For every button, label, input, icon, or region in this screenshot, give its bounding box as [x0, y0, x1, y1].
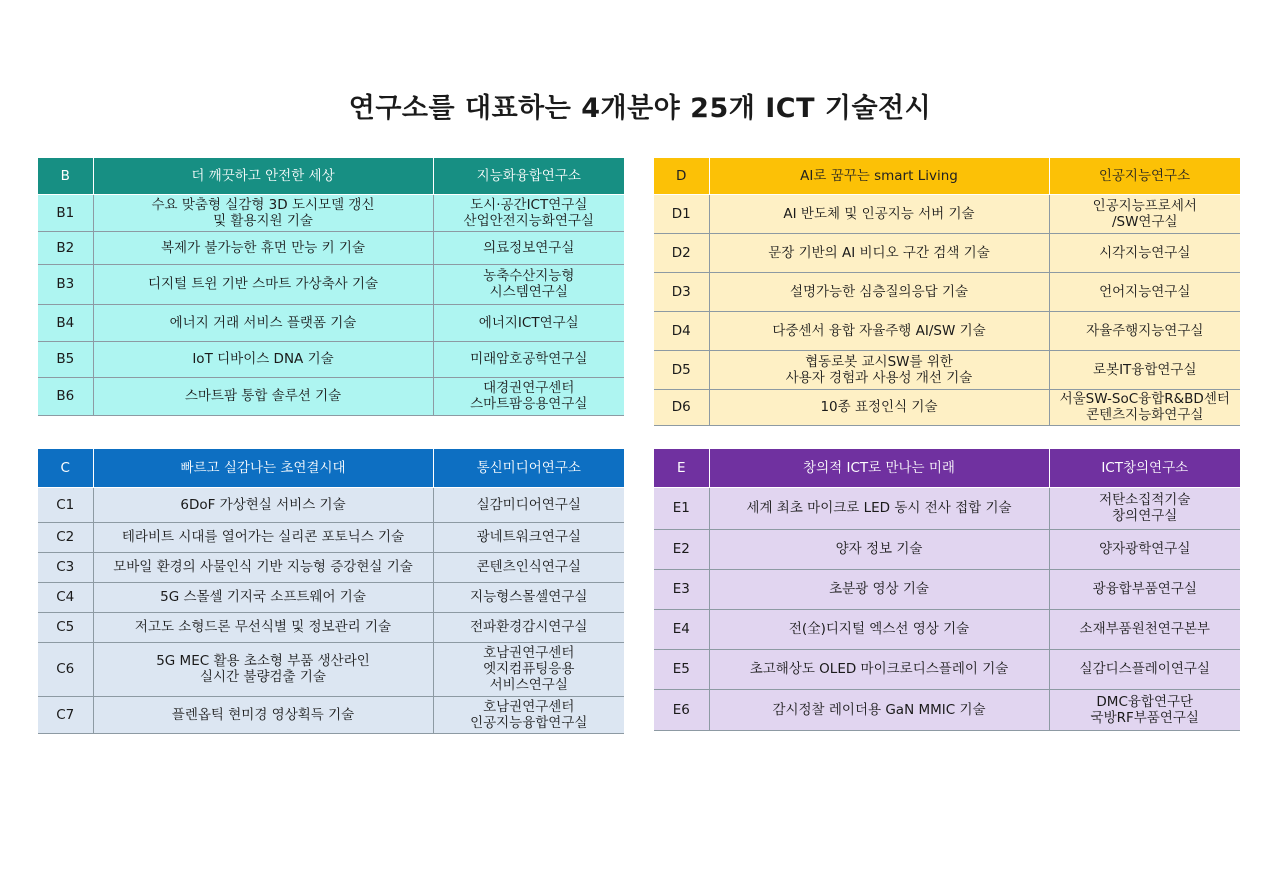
tech-cell — [709, 272, 1049, 311]
header-row — [38, 449, 624, 487]
tech-cell — [93, 194, 433, 231]
row-code: C4 — [38, 582, 93, 612]
lab-line: 콘텐츠지능화연구실 — [1086, 407, 1204, 423]
lab-cell — [1049, 487, 1240, 529]
tech-cell — [709, 569, 1049, 609]
tech-cell — [93, 377, 433, 415]
lab-cell — [1049, 529, 1240, 569]
tech-line: 세계 최초 마이크로 LED 동시 전사 접합 기술 — [746, 500, 1012, 516]
tech-line: 5G 스몰셀 기지국 소프트웨어 기술 — [160, 589, 366, 605]
header-topic: AI로 꿈꾸는 smart Living — [709, 158, 1049, 194]
lab-line: 에너지ICT연구실 — [478, 314, 579, 331]
table-d — [654, 158, 1241, 426]
tech-cell — [709, 529, 1049, 569]
table-row — [38, 522, 624, 552]
tech-cell — [709, 194, 1049, 233]
lab-line: 서울SW-SoC융합R&BD센터 — [1059, 391, 1230, 407]
lab-line: 호남권연구센터 — [483, 645, 575, 661]
table-row — [654, 233, 1240, 272]
header-institute: 지능화융합연구소 — [433, 158, 624, 194]
tech-line: 협동로봇 교시SW를 위한 — [805, 353, 953, 370]
tech-cell — [93, 582, 433, 612]
lab-cell — [433, 377, 624, 415]
lab-cell — [433, 264, 624, 304]
tech-line: 복제가 불가능한 휴먼 만능 키 기술 — [160, 239, 366, 256]
row-code: E1 — [654, 487, 709, 529]
lab-cell — [1049, 689, 1240, 730]
table-row — [654, 609, 1240, 649]
tech-line: 초고해상도 OLED 마이크로디스플레이 기술 — [749, 661, 1009, 677]
row-code: E2 — [654, 529, 709, 569]
row-code: B1 — [38, 194, 93, 231]
lab-cell — [1049, 649, 1240, 689]
header-institute: 통신미디어연구소 — [433, 449, 624, 487]
tech-line: 플렌옵틱 현미경 영상획득 기술 — [171, 706, 355, 723]
row-code: E3 — [654, 569, 709, 609]
lab-line: 시각지능연구실 — [1099, 244, 1191, 261]
tech-line: 10종 표정인식 기술 — [820, 399, 938, 415]
header-row — [38, 158, 624, 194]
tech-line: AI 반도체 및 인공지능 서버 기술 — [783, 205, 975, 222]
header-row — [654, 158, 1240, 194]
lab-cell — [433, 522, 624, 552]
lab-line: 국방RF부품연구실 — [1090, 709, 1199, 726]
lab-line: 광네트워크연구실 — [476, 529, 581, 545]
lab-line: 언어지능연구실 — [1099, 283, 1191, 300]
table-c — [38, 449, 624, 734]
lab-line: 대경권연구센터 — [483, 380, 575, 396]
lab-line: 양자광학연구실 — [1099, 541, 1191, 557]
row-code: C3 — [38, 552, 93, 582]
row-code: E5 — [654, 649, 709, 689]
lab-line: 시스템연구실 — [489, 284, 568, 300]
table-row — [38, 264, 624, 304]
row-code: B3 — [38, 264, 93, 304]
lab-cell — [1049, 272, 1240, 311]
lab-line: /SW연구실 — [1111, 213, 1178, 230]
header-code: E — [654, 449, 709, 487]
table-row — [654, 689, 1240, 730]
tech-cell — [709, 389, 1049, 425]
row-code: D3 — [654, 272, 709, 311]
tech-line: 전(全)디지털 엑스선 영상 기술 — [788, 621, 970, 637]
lab-line: 서비스연구실 — [489, 677, 568, 693]
lab-line: 호남권연구센터 — [483, 698, 575, 715]
lab-line: DMC융합연구단 — [1096, 693, 1194, 710]
lab-cell — [433, 487, 624, 522]
row-code: B6 — [38, 377, 93, 415]
lab-line: 스마트팜응용연구실 — [470, 396, 588, 412]
lab-cell — [433, 231, 624, 264]
table-row — [654, 529, 1240, 569]
row-code: C7 — [38, 696, 93, 733]
lab-line: 광융합부품연구실 — [1092, 581, 1197, 597]
row-code: B5 — [38, 341, 93, 377]
lab-line: 저탄소집적기술 — [1099, 492, 1191, 508]
lab-cell — [1049, 389, 1240, 425]
lab-line: 실감미디어연구실 — [476, 496, 581, 513]
header-institute: 인공지능연구소 — [1049, 158, 1240, 194]
row-code: B4 — [38, 304, 93, 341]
header-row — [654, 449, 1240, 487]
tech-line: 에너지 거래 서비스 플랫폼 기술 — [169, 314, 357, 331]
lab-line: 지능형스몰셀연구실 — [470, 589, 588, 605]
tech-line: 양자 정보 기술 — [835, 541, 923, 557]
table-row — [38, 377, 624, 415]
lab-line: 실감디스플레이연구실 — [1079, 661, 1210, 677]
lab-line: 소재부품원천연구본부 — [1079, 621, 1210, 637]
row-code: C1 — [38, 487, 93, 522]
lab-line: 창의연구실 — [1112, 508, 1178, 524]
lab-cell — [433, 696, 624, 733]
tech-line: 다중센서 융합 자율주행 AI/SW 기술 — [772, 322, 986, 339]
tech-cell — [93, 552, 433, 582]
lab-line: 의료정보연구실 — [483, 239, 575, 256]
header-code: B — [38, 158, 93, 194]
row-code: C2 — [38, 522, 93, 552]
tech-line: 스마트팜 통합 솔루션 기술 — [184, 388, 342, 404]
tech-line: 사용자 경험과 사용성 개선 기술 — [785, 369, 973, 386]
header-code: D — [654, 158, 709, 194]
tech-cell — [709, 689, 1049, 730]
table-row — [654, 272, 1240, 311]
table-b — [38, 158, 624, 416]
lab-cell — [433, 612, 624, 642]
table-row — [38, 612, 624, 642]
tech-cell — [709, 609, 1049, 649]
table-e — [654, 449, 1240, 731]
lab-line: 전파환경감시연구실 — [470, 619, 588, 635]
table-row — [38, 696, 624, 733]
row-code: C6 — [38, 642, 93, 696]
row-code: D2 — [654, 233, 709, 272]
table-row — [38, 552, 624, 582]
lab-cell — [433, 304, 624, 341]
table-row — [38, 582, 624, 612]
tech-line: 및 활용지원 기술 — [213, 212, 313, 229]
tech-line: 문장 기반의 AI 비디오 구간 검색 기술 — [768, 244, 990, 261]
row-code: E6 — [654, 689, 709, 730]
lab-cell — [1049, 311, 1240, 350]
table-row — [38, 642, 624, 696]
table-row — [654, 569, 1240, 609]
tech-cell — [93, 696, 433, 733]
table-row — [38, 341, 624, 377]
table-row — [654, 350, 1240, 389]
lab-line: 엣지컴퓨팅응용 — [483, 661, 575, 677]
header-topic: 창의적 ICT로 만나는 미래 — [709, 449, 1049, 487]
header-topic: 빠르고 실감나는 초연결시대 — [93, 449, 433, 487]
table-row — [654, 389, 1240, 425]
lab-cell — [433, 194, 624, 231]
tech-line: 초분광 영상 기술 — [829, 581, 929, 597]
row-code: C5 — [38, 612, 93, 642]
tech-cell — [93, 264, 433, 304]
row-code: D6 — [654, 389, 709, 425]
row-code: D4 — [654, 311, 709, 350]
tech-line: 모바일 환경의 사물인식 기반 지능형 증강현실 기술 — [113, 559, 413, 575]
lab-cell — [433, 552, 624, 582]
lab-line: 로봇IT융합연구실 — [1092, 361, 1197, 378]
tech-line: 설명가능한 심층질의응답 기술 — [789, 283, 969, 300]
table-row — [38, 487, 624, 522]
table-row — [38, 194, 624, 231]
tech-cell — [709, 649, 1049, 689]
lab-cell — [1049, 194, 1240, 233]
tech-line: 수요 맞춤형 실감형 3D 도시모델 갱신 — [151, 196, 375, 213]
tech-cell — [93, 304, 433, 341]
table-row — [654, 194, 1240, 233]
lab-line: 인공지능융합연구실 — [470, 714, 588, 731]
lab-cell — [433, 642, 624, 696]
lab-line: 자율주행지능연구실 — [1086, 322, 1204, 339]
lab-line: 콘텐츠인식연구실 — [476, 559, 581, 575]
row-code: D5 — [654, 350, 709, 389]
lab-cell — [433, 582, 624, 612]
tech-cell — [709, 350, 1049, 389]
lab-line: 농축수산지능형 — [483, 268, 575, 284]
tech-line: 실시간 불량검출 기술 — [200, 669, 326, 685]
lab-line: 미래암호공학연구실 — [470, 351, 588, 367]
lab-line: 도시·공간ICT연구실 — [470, 196, 588, 213]
tech-cell — [709, 233, 1049, 272]
header-topic: 더 깨끗하고 안전한 세상 — [93, 158, 433, 194]
table-row — [654, 649, 1240, 689]
lab-cell — [433, 341, 624, 377]
lab-line: 산업안전지능화연구실 — [463, 212, 594, 229]
table-row — [654, 487, 1240, 529]
tech-cell — [709, 311, 1049, 350]
table-row — [654, 311, 1240, 350]
tech-cell — [93, 487, 433, 522]
row-code: B2 — [38, 231, 93, 264]
table-row — [38, 231, 624, 264]
tech-line: 저고도 소형드론 무선식별 및 정보관리 기술 — [134, 619, 392, 635]
lab-cell — [1049, 609, 1240, 649]
tech-line: IoT 디바이스 DNA 기술 — [192, 351, 334, 367]
tech-cell — [93, 612, 433, 642]
lab-cell — [1049, 233, 1240, 272]
row-code: E4 — [654, 609, 709, 649]
tech-line: 6DoF 가상현실 서비스 기술 — [180, 496, 346, 513]
tech-line: 디지털 트윈 기반 스마트 가상축사 기술 — [147, 276, 379, 292]
page-title: 연구소를 대표하는 4개분야 25개 ICT 기술전시 — [348, 93, 932, 124]
lab-line: 인공지능프로세서 — [1092, 197, 1197, 214]
tech-cell — [93, 341, 433, 377]
tech-cell — [93, 231, 433, 264]
tech-line: 감시정찰 레이더용 GaN MMIC 기술 — [772, 701, 986, 718]
row-code: D1 — [654, 194, 709, 233]
header-institute: ICT창의연구소 — [1049, 449, 1240, 487]
table-row — [38, 304, 624, 341]
lab-cell — [1049, 569, 1240, 609]
tech-line: 테라비트 시대를 열어가는 실리콘 포토닉스 기술 — [121, 529, 405, 545]
tech-cell — [93, 522, 433, 552]
tech-cell — [93, 642, 433, 696]
tech-cell — [709, 487, 1049, 529]
tech-line: 5G MEC 활용 초소형 부품 생산라인 — [156, 653, 370, 669]
lab-cell — [1049, 350, 1240, 389]
header-code: C — [38, 449, 93, 487]
